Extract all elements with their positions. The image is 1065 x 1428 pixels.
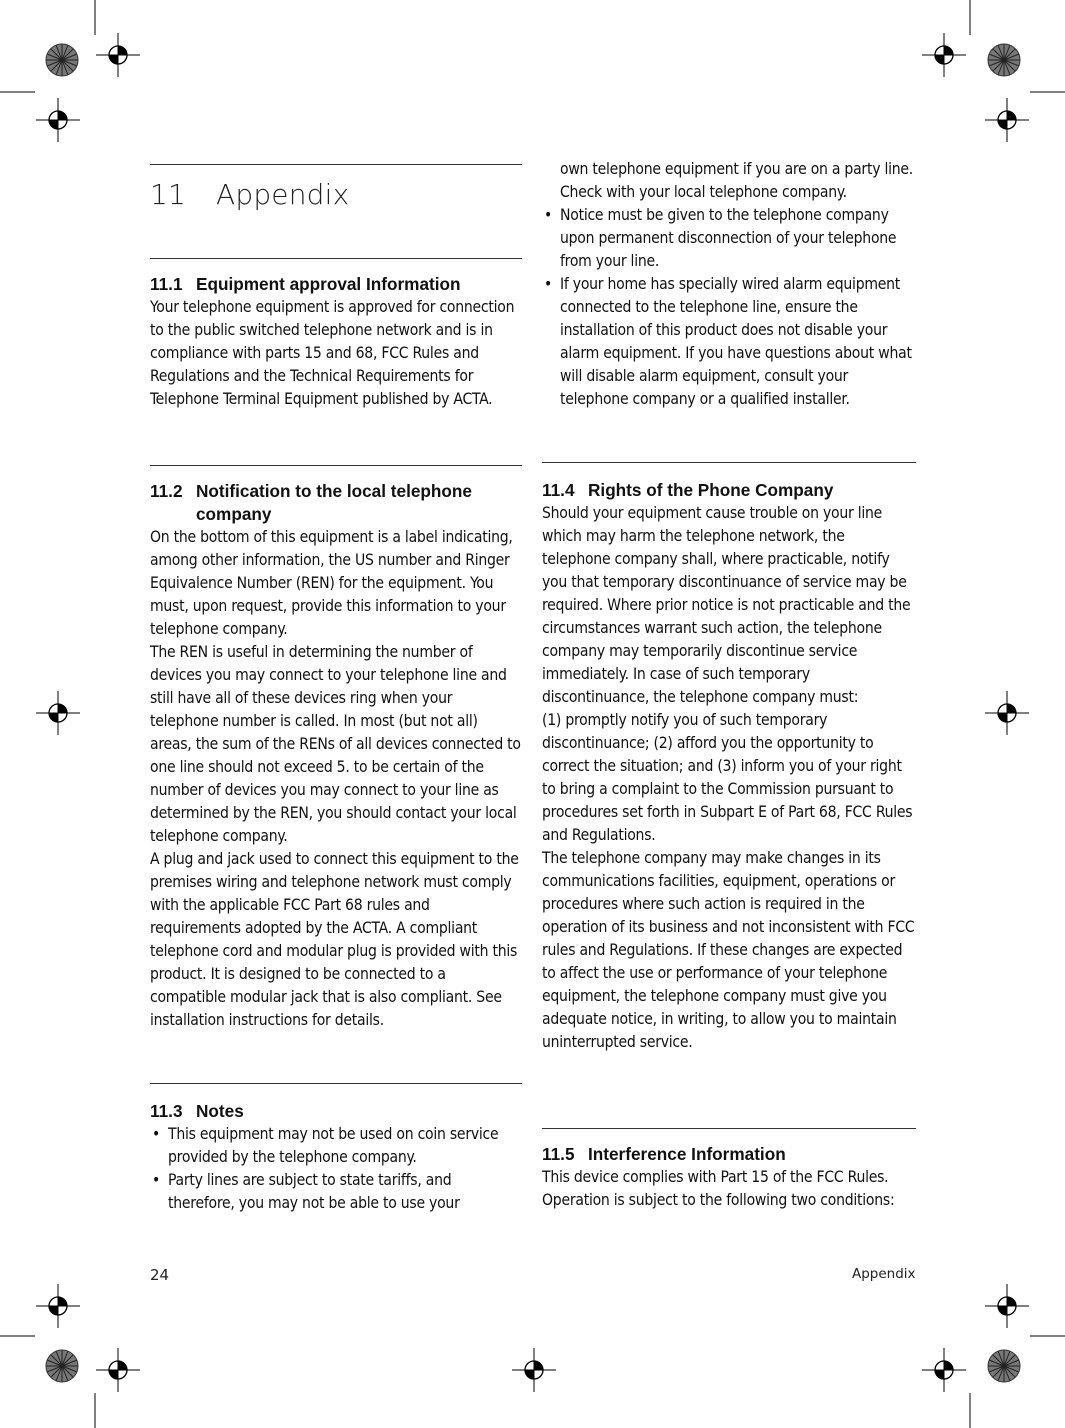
- color-bar-star-icon: [988, 44, 1020, 76]
- section-number: 11.1: [150, 274, 183, 294]
- section-body-11-4: [542, 502, 916, 1054]
- section-heading-11-3: [150, 1100, 244, 1123]
- section-title: Equipment approval Information: [196, 274, 461, 294]
- page-number: 24: [150, 1266, 170, 1284]
- section-number: 11.2: [150, 481, 183, 501]
- section-heading-11-2: [150, 480, 472, 526]
- paragraph: The REN is useful in determining the number of devices you may connect to your telephone line and still have all of these devices ring when your telephone number is called. In most (but not all) areas, the sum of the RENs of all devices connected to one line should not exceed 5. to be certain of the number of devices you may connect to your line as determined by the REN, you should contact your local telephone company.: [150, 643, 521, 845]
- registration-mark-icon: [985, 1284, 1029, 1328]
- paragraph: On the bottom of this equipment is a label indicating, among other information, the US number and Ringer Equivalence Number (REN) for the equipment. You must, upon request, provide this information to your telephone company.: [150, 528, 513, 638]
- notes-list-continued: [542, 158, 916, 411]
- paragraph: Your telephone equipment is approved for connection to the public switched telephone network and is in compliance with parts 15 and 68, FCC Rules and Regulations and the Technical Requirements for Telephone Terminal Equipment published by ACTA.: [150, 298, 515, 408]
- paragraph: (1) promptly notify you of such temporary discontinuance; (2) afford you the opportunity to correct the situation; and (3) inform you of your right to bring a complaint to the Commission pursuant to procedures set forth in Subpart E of Part 68, FCC Rules and Regulations.: [542, 711, 913, 844]
- color-bar-star-icon: [46, 1350, 78, 1382]
- section-body-11-5: [542, 1166, 916, 1212]
- list-item: • Party lines are subject to state tariffs, and therefore, you may not be able to use your: [152, 1171, 460, 1212]
- paragraph: This device complies with Part 15 of the FCC Rules. Operation is subject to the following two conditions:: [542, 1168, 895, 1209]
- registration-mark-icon: [512, 1348, 556, 1392]
- registration-mark-icon: [96, 33, 140, 77]
- registration-mark-icon: [36, 1284, 80, 1328]
- registration-mark-icon: [985, 98, 1029, 142]
- chapter-heading: [150, 178, 349, 211]
- section-body-11-2: [150, 526, 522, 1032]
- list-item-continued: own telephone equipment if you are on a party line. Check with your local telephone company.: [560, 160, 913, 201]
- divider: [542, 1128, 916, 1129]
- registration-mark-icon: [36, 98, 80, 142]
- divider: [150, 164, 522, 165]
- section-heading-11-5: [542, 1143, 786, 1166]
- section-number: 11.4: [542, 480, 575, 500]
- section-number: 11.3: [150, 1101, 183, 1121]
- chapter-title: Appendix: [216, 178, 350, 211]
- section-title: Notes: [196, 1101, 244, 1121]
- footer-section-name: Appendix: [852, 1266, 916, 1282]
- registration-mark-icon: [985, 691, 1029, 735]
- divider: [150, 1083, 522, 1084]
- list-item: • Notice must be given to the telephone company upon permanent disconnection of your telephone from your line.: [544, 206, 897, 270]
- section-title-continued: company: [196, 504, 272, 524]
- registration-mark-icon: [36, 691, 80, 735]
- chapter-number: 11: [150, 178, 187, 211]
- divider: [542, 462, 916, 463]
- registration-mark-icon: [96, 1348, 140, 1392]
- paragraph: Should your equipment cause trouble on your line which may harm the telephone network, the telephone company shall, where practicable, notify you that temporary discontinuance of service may be required. Where prior notice is not practicable and the circumstances warrant such action, the telephone company may temporarily discontinue service immediately. In case of such temporary discontinuance, the telephone company must:: [542, 504, 911, 706]
- section-title: Interference Information: [588, 1144, 786, 1164]
- section-body-11-1: [150, 296, 522, 411]
- paragraph: A plug and jack used to connect this equipment to the premises wiring and telephone network must comply with the applicable FCC Part 68 rules and requirements adopted by the ACTA. A compliant telephone cord and modular plug is provided with this product. It is designed to be connected to a compatible modular jack that is also compliant. See installation instructions for details.: [150, 850, 519, 1029]
- color-bar-star-icon: [988, 1350, 1020, 1382]
- color-bar-star-icon: [46, 44, 78, 76]
- notes-list: [150, 1123, 522, 1215]
- section-title: Notification to the local telephone: [196, 481, 472, 501]
- section-title: Rights of the Phone Company: [588, 480, 834, 500]
- divider: [150, 258, 522, 259]
- registration-mark-icon: [922, 33, 966, 77]
- section-heading-11-4: [542, 479, 833, 502]
- list-item: • If your home has specially wired alarm equipment connected to the telephone line, ensure the installation of this product does not disable your alarm equipment. If you have questions about what will disable alarm equipment, consult your telephone company or a qualified installer.: [544, 275, 912, 408]
- registration-mark-icon: [922, 1348, 966, 1392]
- section-number: 11.5: [542, 1144, 575, 1164]
- section-heading-11-1: [150, 273, 461, 296]
- paragraph: The telephone company may make changes in its communications facilities, equipment, operations or procedures where such action is required in the operation of its business and not inconsistent with FCC rules and Regulations. If these changes are expected to affect the use or performance of your telephone equipment, the telephone company must give you adequate notice, in writing, to allow you to maintain uninterrupted service.: [542, 849, 915, 1051]
- divider: [150, 465, 522, 466]
- list-item: • This equipment may not be used on coin service provided by the telephone company.: [152, 1125, 499, 1166]
